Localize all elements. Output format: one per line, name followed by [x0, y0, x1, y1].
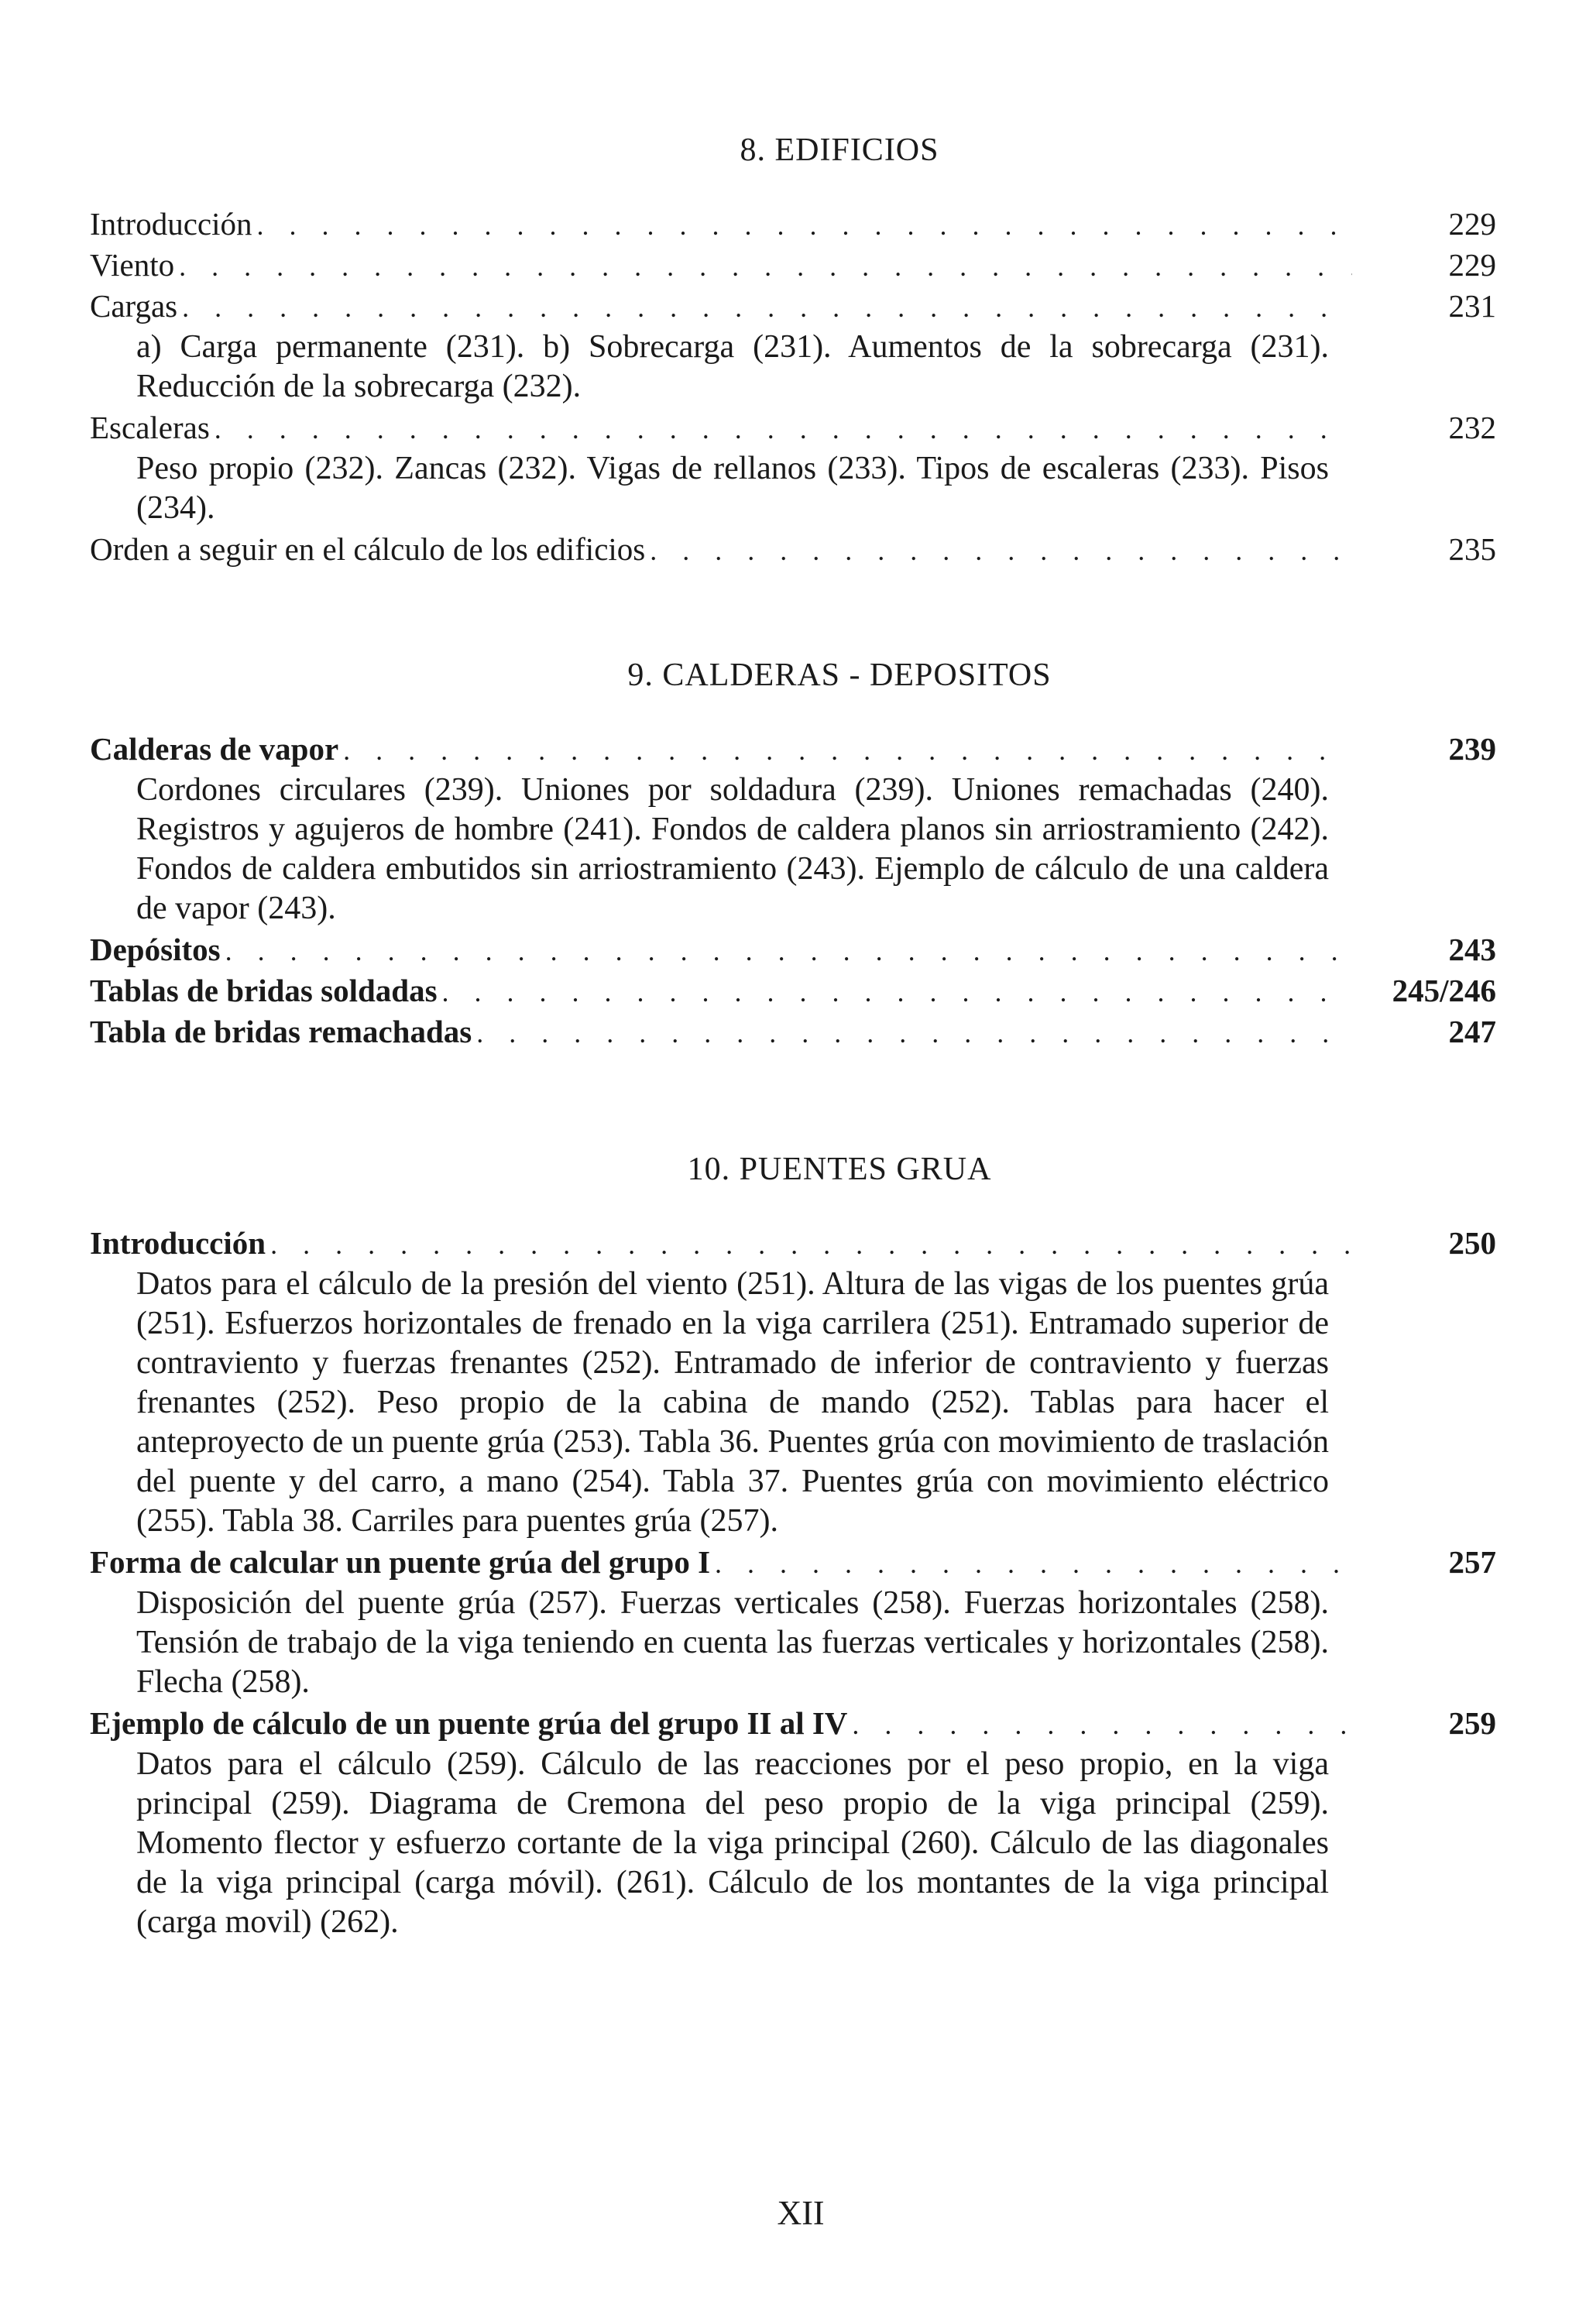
dot-leader	[256, 206, 1352, 245]
entry-title: Calderas de vapor	[90, 731, 339, 767]
entry-detail: Disposición del puente grúa (257). Fuerzas verticales (258). Fuerzas horizontales (258). Tensión de trabajo de la viga teniendo en cuenta las fuerzas verticales y horizontales (258). Flecha (258).	[136, 1585, 1329, 1700]
entry-detail: Datos para el cálculo (259). Cálculo de las reacciones por el peso propio, en la viga principal (259). Diagrama de Cremona del peso propio de la viga principal (259). Momento flector y esfuerzo cortante de la viga principal (260). Cálculo de las diagonales de la viga principal (carga móvil). (261). Cálculo de los montantes de la viga principal (carga movil) (262).	[136, 1746, 1329, 1940]
entry-detail: a) Carga permanente (231). b) Sobrecarga (231). Aumentos de la sobrecarga (231). Reducción de la sobrecarga (232).	[136, 329, 1329, 404]
toc-entry	[90, 1224, 1496, 1541]
section-title: 9. CALDERAS - DEPOSITOS	[627, 657, 1052, 693]
dot-leader	[270, 1225, 1352, 1265]
toc-entry	[90, 245, 1496, 287]
toc-entry	[90, 971, 1496, 1012]
dot-leader	[650, 531, 1352, 571]
entry-page: 250	[1448, 1225, 1496, 1261]
section-calderas-depositos	[90, 657, 1496, 1053]
entry-detail: Datos para el cálculo de la presión del viento (251). Altura de las vigas de los puentes grúa (251). Esfuerzos horizontales de frenado en la viga carrilera (251). Entramado superior de contraviento y fuerzas frenantes (252). Entramado de inferior de contraviento y fuerzas frenantes (252). Peso propio de la cabina de mando (252). Tablas para hacer el anteproyecto de un puente grúa (253). Tabla 36. Puentes grúa con movimiento de traslación del puente y del carro, a mano (254). Tabla 37. Puentes grúa con movimiento eléctrico (255). Tabla 38. Carriles para puentes grúa (257).	[136, 1266, 1329, 1539]
dot-leader	[476, 1014, 1352, 1053]
toc-entry	[90, 530, 1496, 571]
entry-page: 257	[1448, 1544, 1496, 1580]
dot-leader	[225, 932, 1352, 971]
entry-title: Ejemplo de cálculo de un puente grúa del grupo II al IV	[90, 1705, 848, 1741]
dot-leader	[182, 288, 1352, 328]
entry-title: Depósitos	[90, 932, 221, 967]
entry-title: Escaleras	[90, 410, 210, 445]
entry-page: 235	[1448, 531, 1496, 567]
section-title: 10. PUENTES GRUA	[687, 1152, 992, 1187]
entry-title: Introducción	[90, 1225, 266, 1261]
entry-page: 239	[1448, 731, 1496, 767]
entry-page: 245/246	[1392, 973, 1496, 1008]
page-folio: XII	[777, 2194, 825, 2232]
entry-page: 229	[1448, 247, 1496, 283]
entry-page: 229	[1448, 206, 1496, 242]
toc-entry	[90, 1012, 1496, 1053]
entry-title: Tablas de bridas soldadas	[90, 973, 438, 1008]
entry-page: 247	[1448, 1014, 1496, 1049]
toc-entry	[90, 287, 1496, 407]
entry-page: 259	[1448, 1705, 1496, 1741]
entry-title: Orden a seguir en el cálculo de los edificios	[90, 531, 646, 567]
section-title: 8. EDIFICIOS	[740, 132, 939, 168]
toc-entry	[90, 1543, 1496, 1702]
section-puentes-grua	[90, 1151, 1496, 1944]
dot-leader	[715, 1544, 1352, 1584]
toc-entry	[90, 729, 1496, 929]
toc-entry	[90, 1704, 1496, 1942]
entry-detail: Peso propio (232). Zancas (232). Vigas de rellanos (233). Tipos de escaleras (233). Pisos (234).	[136, 451, 1329, 526]
entry-title: Viento	[90, 247, 175, 283]
entry-title: Introducción	[90, 206, 252, 242]
entry-page: 243	[1448, 932, 1496, 967]
section-edificios	[90, 132, 1496, 571]
dot-leader	[215, 410, 1352, 449]
toc-entry	[90, 204, 1496, 245]
dot-leader	[343, 731, 1352, 771]
entry-title: Forma de calcular un puente grúa del grupo I	[90, 1544, 711, 1580]
entry-detail: Cordones circulares (239). Uniones por soldadura (239). Uniones remachadas (240). Registros y agujeros de hombre (241). Fondos de caldera planos sin arriostramiento (242). Fondos de caldera embutidos sin arriostramiento (243). Ejemplo de cálculo de una caldera de vapor (243).	[136, 772, 1329, 926]
dot-leader	[442, 973, 1352, 1012]
entry-page: 232	[1448, 410, 1496, 445]
entry-title: Tabla de bridas remachadas	[90, 1014, 472, 1049]
dot-leader	[852, 1705, 1352, 1745]
toc-entry	[90, 930, 1496, 971]
entry-title: Cargas	[90, 288, 178, 324]
toc-entry	[90, 408, 1496, 528]
entry-page: 231	[1448, 288, 1496, 324]
dot-leader	[179, 247, 1352, 287]
